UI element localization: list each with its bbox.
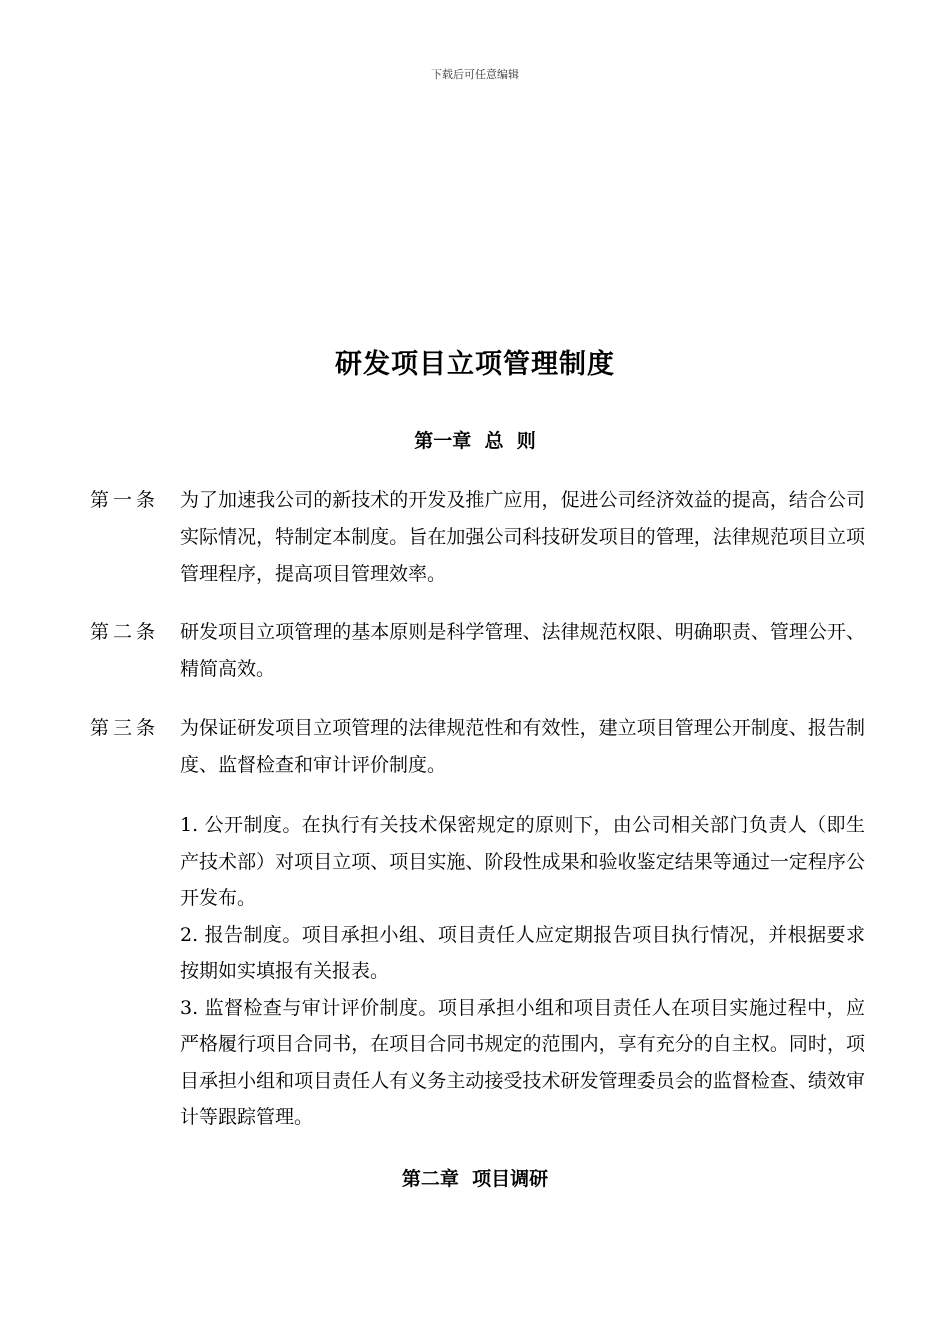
article-3 xyxy=(90,710,865,784)
article-text: 研发项目立项管理的基本原则是科学管理、法律规范权限、明确职责、管理公开、精简高效。 xyxy=(180,621,865,680)
article-1 xyxy=(90,482,865,593)
article-3-sub-items xyxy=(180,807,865,1136)
article-2 xyxy=(90,614,865,688)
sub-item-reporting: 2. 报告制度。项目承担小组、项目责任人应定期报告项目执行情况，并根据要求按期如实填报有关报表。 xyxy=(180,923,865,982)
article-label: 第二条 xyxy=(90,621,160,643)
sub-item-supervision-audit: 3. 监督检查与审计评价制度。项目承担小组和项目责任人在项目实施过程中，应严格履行项目合同书，在项目合同书规定的范围内，享有充分的自主权。同时，项目承担小组和项目责任人有义务主动接受技术研发管理委员会的监督检查、绩效审计等跟踪管理。 xyxy=(180,996,865,1128)
chapter-2-heading: 第二章 项目调研 xyxy=(401,1168,549,1190)
chapter-1-heading: 第一章 总 则 xyxy=(414,430,536,452)
document-title: 研发项目立项管理制度 xyxy=(335,349,615,380)
article-text: 为了加速我公司的新技术的开发及推广应用，促进公司经济效益的提高，结合公司实际情况，特制定本制度。旨在加强公司科技研发项目的管理，法律规范项目立项管理程序，提高项目管理效率。 xyxy=(180,489,865,585)
sub-item-public-disclosure: 1. 公开制度。在执行有关技术保密规定的原则下，由公司相关部门负责人（即生产技术部）对项目立项、项目实施、阶段性成果和验收鉴定结果等通过一定程序公开发布。 xyxy=(180,814,865,909)
header-note: 下载后可任意编辑 xyxy=(431,68,519,81)
article-text: 为保证研发项目立项管理的法律规范性和有效性，建立项目管理公开制度、报告制度、监督检查和审计评价制度。 xyxy=(180,717,865,776)
article-label: 第一条 xyxy=(90,489,160,511)
article-label: 第三条 xyxy=(90,717,160,739)
